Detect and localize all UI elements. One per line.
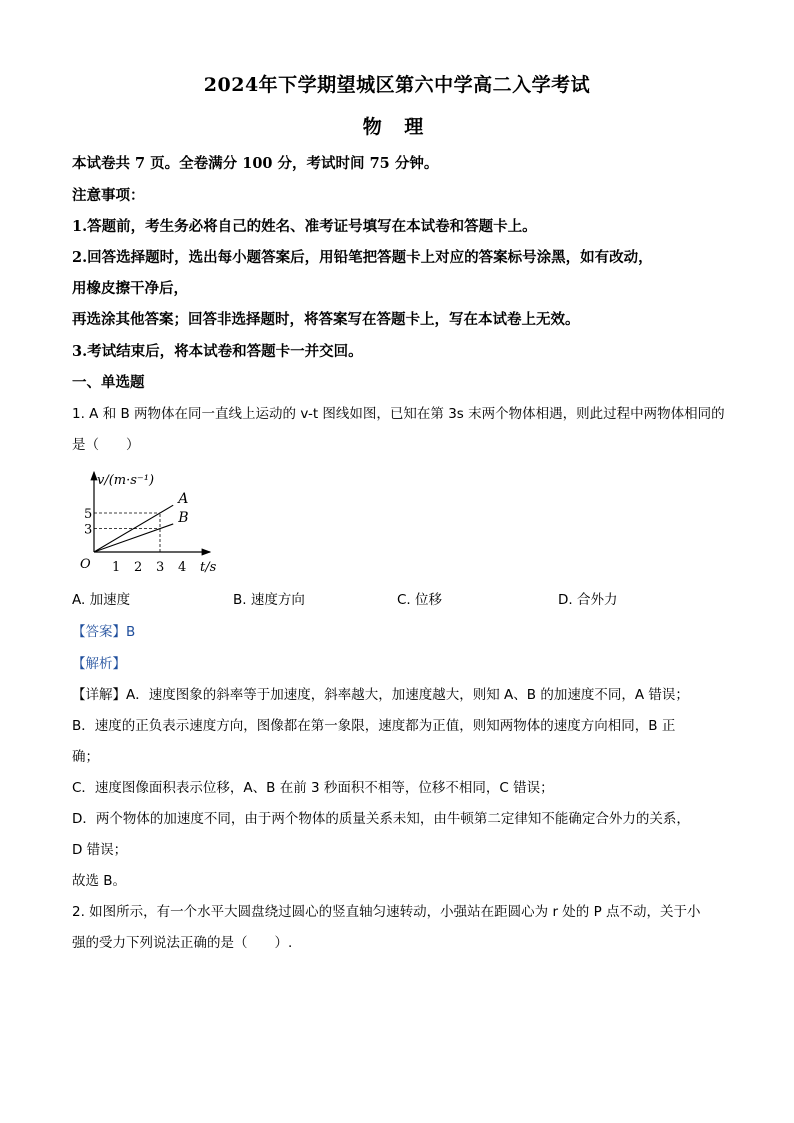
exam-intro: 本试卷共 7 页。全卷满分 100 分，考试时间 75 分钟。 xyxy=(72,155,439,172)
question-1-analysis-heading: 【解析】 xyxy=(72,656,126,672)
x-tick-label: 2 xyxy=(134,560,143,575)
series-label-a: A xyxy=(178,491,189,508)
question-2-stem-line-2: 强的受力下列说法正确的是（ ）. xyxy=(72,935,293,951)
question-1-detail-line-2: B．速度的正负表示速度方向，图像都在第一象限，速度都为正值，则知两物体的速度方向相同，B 正 xyxy=(72,718,676,734)
question-1-stem-line-1: 1. A 和 B 两物体在同一直线上运动的 v-t 图线如图，已知在第 3s 末两个物体相遇，则此过程中两物体相同的 xyxy=(72,406,725,422)
question-1-option-c[interactable]: C. 位移 xyxy=(397,592,443,608)
notice-heading: 注意事项： xyxy=(72,187,145,204)
question-1-option-b[interactable]: B. 速度方向 xyxy=(233,592,305,608)
question-1-detail-line-3: 确； xyxy=(72,749,99,765)
question-1-answer: 【答案】B xyxy=(72,624,136,640)
notice-item-2-line-3: 再选涂其他答案；回答非选择题时，将答案写在答题卡上，写在本试卷上无效。 xyxy=(72,311,580,328)
x-tick-label: 4 xyxy=(178,560,187,575)
question-1-conclusion: 故选 B。 xyxy=(72,873,127,889)
x-tick-label: 1 xyxy=(112,560,121,575)
x-tick-label: 3 xyxy=(156,560,165,575)
notice-item-2-line-2: 用橡皮擦干净后， xyxy=(72,280,188,297)
question-1-detail-line-1: 【详解】A．速度图象的斜率等于加速度，斜率越大，加速度越大，则知 A、B 的加速度不同，A 错误； xyxy=(72,687,689,703)
question-1-detail-line-4: C．速度图像面积表示位移，A、B 在前 3 秒面积不相等，位移不相同，C 错误； xyxy=(72,780,554,796)
vt-graph xyxy=(72,462,232,580)
question-1-option-d[interactable]: D. 合外力 xyxy=(558,592,618,608)
notice-item-3: 3.考试结束后，将本试卷和答题卡一并交回。 xyxy=(72,343,363,360)
section-heading: 一、单选题 xyxy=(72,374,145,391)
question-1-detail-line-6: D 错误； xyxy=(72,842,128,858)
question-1-stem-line-2: 是（ ） xyxy=(72,437,140,453)
x-axis-label: t/s xyxy=(200,560,217,575)
y-axis-label: v/(m·s⁻¹) xyxy=(97,473,155,488)
question-2-stem-line-1: 2. 如图所示，有一个水平大圆盘绕过圆心的竖直轴匀速转动，小强站在距圆心为 r 处的 P 点不动，关于小 xyxy=(72,904,701,920)
exam-title: 2024年下学期望城区第六中学高二入学考试 xyxy=(203,74,591,96)
y-tick-label: 3 xyxy=(84,522,93,538)
series-label-b: B xyxy=(178,509,189,526)
notice-item-2-line-1: 2.回答选择题时，选出每小题答案后，用铅笔把答题卡上对应的答案标号涂黑，如有改动， xyxy=(72,249,653,266)
subject-title: 物 理 xyxy=(362,116,432,138)
notice-item-1: 1.答题前，考生务必将自己的姓名、准考证号填写在本试卷和答题卡上。 xyxy=(72,218,537,235)
origin-label: O xyxy=(80,557,91,572)
question-1-option-a[interactable]: A. 加速度 xyxy=(72,592,131,608)
y-tick-label: 5 xyxy=(84,507,93,522)
question-1-detail-line-5: D．两个物体的加速度不同，由于两个物体的质量关系未知，由牛顿第二定律知不能确定合外力的关系， xyxy=(72,811,690,827)
